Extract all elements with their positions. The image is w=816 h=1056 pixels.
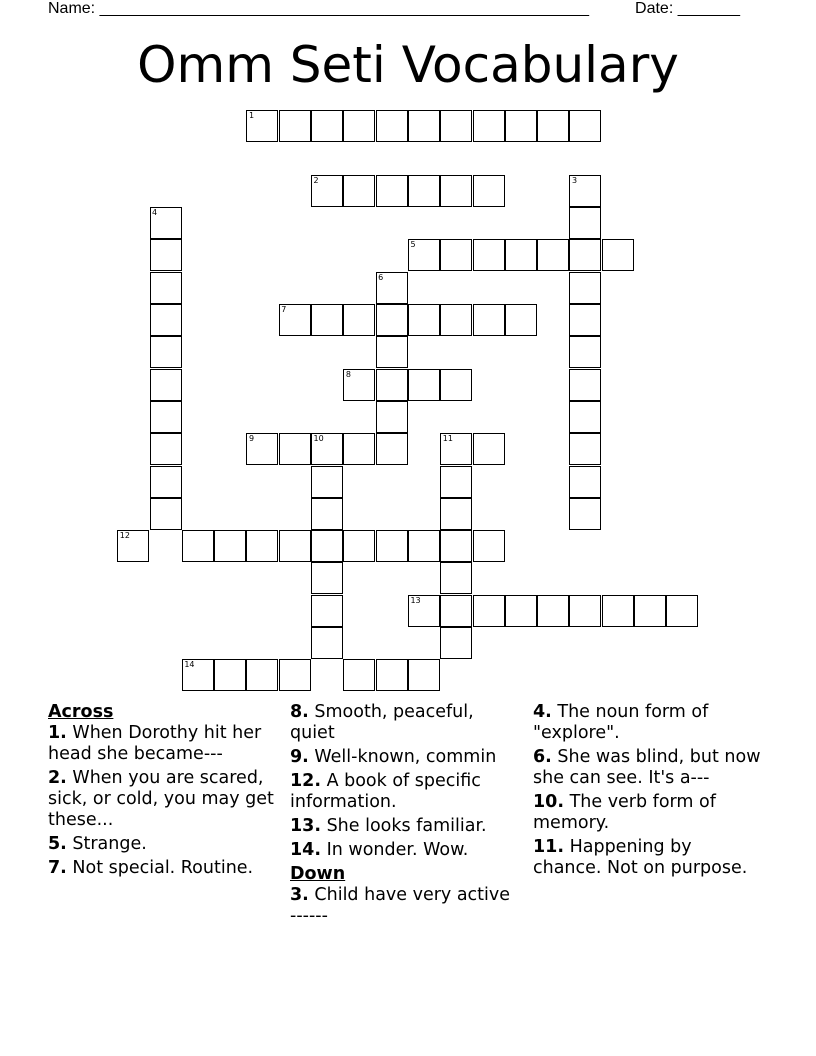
clue-number: 7 [281,305,287,315]
grid-cell[interactable] [408,110,440,142]
clue-number: 6 [378,272,384,282]
clue-item [533,837,763,879]
clue-text: Well-known, commin [308,747,497,767]
grid-cell[interactable] [246,659,278,691]
across-heading: Across [48,702,114,722]
grid-cell[interactable] [440,595,472,627]
grid-cell[interactable] [408,304,440,336]
grid-cell[interactable] [569,110,601,142]
grid-cell[interactable] [376,369,408,401]
grid-cell[interactable] [279,304,311,336]
clue-number: 9 [248,434,255,444]
grid-cell[interactable] [440,110,472,142]
grid-cell[interactable] [408,530,440,562]
grid-cell[interactable] [634,595,666,627]
clue-text: When you are scared, sick, or cold, you may get these... [48,768,274,830]
grid-cell[interactable] [569,336,601,368]
grid-cell[interactable] [376,433,408,465]
clue-number: 8 [345,369,351,379]
grid-cell[interactable] [343,304,375,336]
grid-cell[interactable] [376,336,408,368]
grid-cell[interactable] [150,369,182,401]
grid-cell[interactable] [473,433,505,465]
grid-cell[interactable] [311,175,343,207]
grid-cell[interactable] [537,110,569,142]
grid-cell[interactable] [440,466,472,498]
clue-number: 12 [119,531,130,541]
clue-text: Not special. Routine. [66,858,254,878]
name-field-label[interactable]: Name: _______________________________________________________ [48,0,589,17]
clue-item [290,885,520,927]
clue-number-label: 9. [290,747,309,767]
grid-cell[interactable] [505,595,537,627]
clue-number-label: 14. [290,840,322,860]
grid-cell[interactable] [376,659,408,691]
grid-cell[interactable] [311,595,343,627]
grid-cell[interactable] [602,595,634,627]
grid-cell[interactable] [343,433,375,465]
grid-cell[interactable] [569,595,601,627]
grid-cell[interactable] [473,175,505,207]
grid-cell[interactable] [505,110,537,142]
clue-number-label: 4. [533,702,552,722]
grid-cell[interactable] [246,433,278,465]
clue-number-label: 12. [290,771,322,791]
grid-cell[interactable] [537,239,569,271]
clue-item [48,768,283,831]
clue-number-label: 13. [290,816,322,836]
grid-cell[interactable] [440,530,472,562]
grid-cell[interactable] [569,433,601,465]
grid-cell[interactable] [408,239,440,271]
grid-cell[interactable] [569,369,601,401]
clue-number-label: 7. [48,858,67,878]
clue-number-label: 1. [48,723,67,743]
grid-cell[interactable] [376,175,408,207]
clue-text: Happening by chance. Not on purpose. [533,837,748,878]
grid-cell[interactable] [311,530,343,562]
clue-item [290,702,520,744]
grid-cell[interactable] [440,239,472,271]
clue-number: 13 [410,595,421,605]
grid-cell[interactable] [440,175,472,207]
clues-column-3 [533,702,763,882]
grid-cell[interactable] [150,466,182,498]
grid-cell[interactable] [150,336,182,368]
grid-cell[interactable] [150,207,182,239]
grid-cell[interactable] [473,304,505,336]
grid-cell[interactable] [246,110,278,142]
date-field-label[interactable]: Date: _______ [635,0,740,17]
across-clue-list-1 [48,723,283,879]
down-clue-list-2 [533,702,763,879]
across-clue-list-2 [290,702,520,861]
clue-number: 4 [152,208,158,218]
grid-cell[interactable] [246,530,278,562]
grid-cell[interactable] [440,498,472,530]
clue-number-label: 5. [48,834,67,854]
grid-cell[interactable] [279,433,311,465]
clue-item [533,702,763,744]
grid-cell[interactable] [505,304,537,336]
grid-cell[interactable] [505,239,537,271]
clues-column-1 [48,702,283,882]
grid-cell[interactable] [473,530,505,562]
clue-text: She was blind, but now she can see. It's a--- [533,747,761,788]
down-clue-list-1 [290,885,520,927]
clues-column-2 [290,702,520,930]
clue-text: The verb form of memory. [533,792,716,833]
puzzle-title: Omm Seti Vocabulary [137,36,679,94]
grid-cell[interactable] [343,369,375,401]
clue-number-label: 6. [533,747,552,767]
clue-text: Smooth, peaceful, quiet [290,702,474,743]
grid-cell[interactable] [343,110,375,142]
grid-cell[interactable] [150,401,182,433]
clue-item [48,834,283,855]
grid-cell[interactable] [666,595,698,627]
grid-cell[interactable] [150,239,182,271]
grid-cell[interactable] [473,239,505,271]
grid-cell[interactable] [343,659,375,691]
grid-cell[interactable] [214,659,246,691]
grid-cell[interactable] [408,659,440,691]
grid-cell[interactable] [311,627,343,659]
grid-cell[interactable] [279,530,311,562]
clue-number: 10 [313,434,324,444]
clue-number-label: 2. [48,768,67,788]
clue-number-label: 10. [533,792,565,812]
grid-cell[interactable] [376,401,408,433]
clue-item [48,858,283,879]
clue-item [533,747,763,789]
grid-cell[interactable] [569,239,601,271]
grid-cell[interactable] [150,272,182,304]
grid-cell[interactable] [150,433,182,465]
grid-cell[interactable] [376,272,408,304]
down-heading: Down [290,864,346,884]
grid-cell[interactable] [311,304,343,336]
clue-text: She looks familiar. [321,816,487,836]
clue-number: 5 [410,240,416,250]
grid-cell[interactable] [569,466,601,498]
grid-cell[interactable] [440,562,472,594]
clue-number: 2 [313,175,319,185]
clue-item [290,747,520,768]
grid-cell[interactable] [569,401,601,433]
clue-number: 11 [442,434,453,444]
grid-cell[interactable] [473,595,505,627]
clue-text: In wonder. Wow. [321,840,469,860]
clue-item [290,816,520,837]
grid-cell[interactable] [150,304,182,336]
grid-cell[interactable] [279,110,311,142]
clue-text: The noun form of "explore". [533,702,709,743]
clue-text: A book of specific information. [290,771,481,812]
clue-item [533,792,763,834]
grid-cell[interactable] [602,239,634,271]
clue-text: Child have very active ------ [290,885,511,926]
grid-cell[interactable] [343,175,375,207]
grid-cell[interactable] [440,433,472,465]
clue-number: 3 [571,175,578,185]
clue-number: 1 [248,111,255,121]
clue-number-label: 3. [290,885,309,905]
grid-cell[interactable] [408,595,440,627]
grid-cell[interactable] [376,530,408,562]
grid-cell[interactable] [440,304,472,336]
grid-cell[interactable] [343,530,375,562]
grid-cell[interactable] [440,369,472,401]
grid-cell[interactable] [117,530,149,562]
grid-cell[interactable] [473,110,505,142]
clue-number-label: 11. [533,837,565,857]
grid-cell[interactable] [311,562,343,594]
grid-cell[interactable] [569,272,601,304]
grid-cell[interactable] [311,498,343,530]
grid-cell[interactable] [440,627,472,659]
grid-cell[interactable] [376,304,408,336]
grid-cell[interactable] [569,207,601,239]
grid-cell[interactable] [569,175,601,207]
grid-cell[interactable] [569,304,601,336]
grid-cell[interactable] [408,175,440,207]
clue-item [48,723,283,765]
grid-cell[interactable] [150,498,182,530]
grid-cell[interactable] [311,110,343,142]
grid-cell[interactable] [537,595,569,627]
grid-cell[interactable] [569,498,601,530]
grid-cell[interactable] [376,110,408,142]
grid-cell[interactable] [279,659,311,691]
clue-number: 14 [184,660,195,670]
clue-number-label: 8. [290,702,309,722]
grid-cell[interactable] [311,433,343,465]
grid-cell[interactable] [311,466,343,498]
clue-text: When Dorothy hit her head she became--- [48,723,262,764]
clue-text: Strange. [66,834,147,854]
grid-cell[interactable] [214,530,246,562]
grid-cell[interactable] [182,659,214,691]
clue-item [290,771,520,813]
clue-item [290,840,520,861]
grid-cell[interactable] [182,530,214,562]
grid-cell[interactable] [408,369,440,401]
